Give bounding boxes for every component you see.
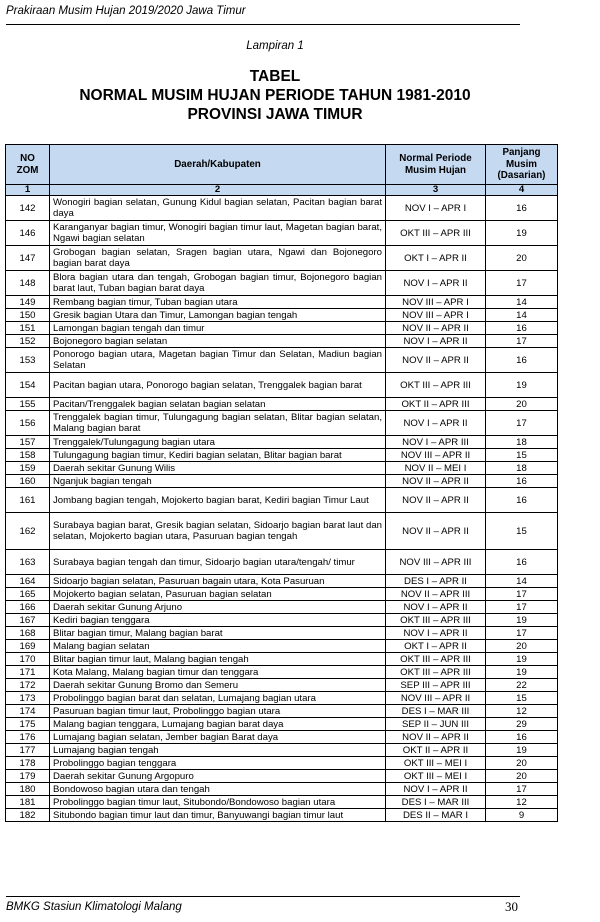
length-cell: 9 <box>486 809 558 822</box>
index-cell: 3 <box>386 185 486 196</box>
zone-number: 166 <box>6 601 50 614</box>
length-cell: 15 <box>486 449 558 462</box>
region-cell: Trenggalek/Tulungagung bagian utara <box>50 436 386 449</box>
period-cell: NOV III – APR III <box>386 550 486 575</box>
length-cell: 20 <box>486 770 558 783</box>
index-cell: 2 <box>50 185 386 196</box>
zone-number: 147 <box>6 246 50 271</box>
period-cell: NOV II – APR II <box>386 513 486 550</box>
length-cell: 16 <box>486 488 558 513</box>
zone-number: 177 <box>6 744 50 757</box>
length-cell: 20 <box>486 757 558 770</box>
zone-number: 154 <box>6 373 50 398</box>
zone-number: 173 <box>6 692 50 705</box>
zone-number: 158 <box>6 449 50 462</box>
table-row <box>6 705 558 718</box>
period-cell: NOV I – APR II <box>386 271 486 296</box>
index-row <box>6 185 558 196</box>
zone-number: 157 <box>6 436 50 449</box>
length-cell: 16 <box>486 196 558 221</box>
length-cell: 17 <box>486 588 558 601</box>
period-cell: NOV II – APR II <box>386 322 486 335</box>
table-row <box>6 692 558 705</box>
zone-number: 160 <box>6 475 50 488</box>
period-cell: NOV III – APR II <box>386 692 486 705</box>
region-cell: Kota Malang, Malang bagian timur dan tenggara <box>50 666 386 679</box>
period-cell: SEP II – JUN III <box>386 718 486 731</box>
zone-number: 153 <box>6 348 50 373</box>
table-row <box>6 757 558 770</box>
zone-number: 164 <box>6 575 50 588</box>
table-row <box>6 640 558 653</box>
region-cell: Malang bagian tenggara, Lumajang bagian barat daya <box>50 718 386 731</box>
region-cell: Grobogan bagian selatan, Sragen bagian utara, Ngawi dan Bojonegoro bagian barat daya <box>50 246 386 271</box>
region-cell: Gresik bagian Utara dan Timur, Lamongan bagian tengah <box>50 309 386 322</box>
title-line-1: TABEL <box>249 68 301 85</box>
length-cell: 14 <box>486 575 558 588</box>
table-row <box>6 601 558 614</box>
period-cell: NOV I – APR II <box>386 601 486 614</box>
zone-number: 163 <box>6 550 50 575</box>
length-cell: 17 <box>486 627 558 640</box>
zone-number: 171 <box>6 666 50 679</box>
length-cell: 15 <box>486 513 558 550</box>
table-row <box>6 449 558 462</box>
length-cell: 18 <box>486 462 558 475</box>
zone-number: 152 <box>6 335 50 348</box>
length-cell: 16 <box>486 731 558 744</box>
header-normal-periode: Normal Periode Musim Hujan <box>386 145 486 185</box>
running-header: Prakiraan Musim Hujan 2019/2020 Jawa Timur <box>6 5 246 17</box>
header-rule <box>6 24 520 25</box>
header-row <box>6 145 558 185</box>
region-cell: Blora bagian utara dan tengah, Grobogan bagian timur, Bojonegoro bagian barat laut, Tuban bagian barat daya <box>50 271 386 296</box>
period-cell: OKT III – APR III <box>386 221 486 246</box>
period-cell: NOV I – APR III <box>386 436 486 449</box>
table-row <box>6 627 558 640</box>
appendix-label: Lampiran 1 <box>246 40 304 52</box>
table-row <box>6 783 558 796</box>
zone-number: 182 <box>6 809 50 822</box>
table-row <box>6 373 558 398</box>
period-cell: DES II – MAR I <box>386 809 486 822</box>
table-row <box>6 309 558 322</box>
table-row <box>6 348 558 373</box>
region-cell: Situbondo bagian timur laut dan timur, Banyuwangi bagian timur laut <box>50 809 386 822</box>
period-cell: NOV II – APR II <box>386 731 486 744</box>
period-cell: NOV II – APR II <box>386 475 486 488</box>
period-cell: NOV II – MEI I <box>386 462 486 475</box>
period-cell: NOV I – APR II <box>386 627 486 640</box>
period-cell: OKT I – APR II <box>386 640 486 653</box>
period-cell: DES I – MAR III <box>386 796 486 809</box>
length-cell: 14 <box>486 296 558 309</box>
region-cell: Mojokerto bagian selatan, Pasuruan bagian selatan <box>50 588 386 601</box>
length-cell: 20 <box>486 398 558 411</box>
region-cell: Blitar bagian timur laut, Malang bagian tengah <box>50 653 386 666</box>
period-cell: DES I – MAR III <box>386 705 486 718</box>
title-line-3: PROVINSI JAWA TIMUR <box>187 106 363 123</box>
zone-number: 178 <box>6 757 50 770</box>
length-cell: 12 <box>486 796 558 809</box>
period-cell: NOV III – APR I <box>386 309 486 322</box>
region-cell: Pacitan/Trenggalek bagian selatan bagian selatan <box>50 398 386 411</box>
period-cell: NOV I – APR II <box>386 335 486 348</box>
zone-number: 159 <box>6 462 50 475</box>
index-cell: 4 <box>486 185 558 196</box>
zone-number: 155 <box>6 398 50 411</box>
region-cell: Karanganyar bagian timur, Wonogiri bagian timur laut, Magetan bagian barat, Ngawi bagian selatan <box>50 221 386 246</box>
region-cell: Lumajang bagian selatan, Jember bagian Barat daya <box>50 731 386 744</box>
region-cell: Probolinggo bagian timur laut, Situbondo/Bondowoso bagian utara <box>50 796 386 809</box>
zone-number: 176 <box>6 731 50 744</box>
zone-number: 169 <box>6 640 50 653</box>
length-cell: 12 <box>486 705 558 718</box>
period-cell: NOV II – APR II <box>386 348 486 373</box>
region-cell: Bojonegoro bagian selatan <box>50 335 386 348</box>
table-row <box>6 475 558 488</box>
zone-number: 151 <box>6 322 50 335</box>
length-cell: 19 <box>486 614 558 627</box>
period-cell: OKT III – APR III <box>386 666 486 679</box>
region-cell: Rembang bagian timur, Tuban bagian utara <box>50 296 386 309</box>
header-daerah: Daerah/Kabupaten <box>50 145 386 185</box>
table-row <box>6 731 558 744</box>
zone-number: 142 <box>6 196 50 221</box>
length-cell: 16 <box>486 550 558 575</box>
zone-number: 161 <box>6 488 50 513</box>
table-row <box>6 335 558 348</box>
region-cell: Daerah sekitar Gunung Bromo dan Semeru <box>50 679 386 692</box>
region-cell: Jombang bagian tengah, Mojokerto bagian barat, Kediri bagian Timur Laut <box>50 488 386 513</box>
zone-number: 168 <box>6 627 50 640</box>
table-row <box>6 653 558 666</box>
footer-label: BMKG Stasiun Klimatologi Malang <box>6 901 182 913</box>
region-cell: Probolinggo bagian tenggara <box>50 757 386 770</box>
region-cell: Kediri bagian tenggara <box>50 614 386 627</box>
table-row <box>6 462 558 475</box>
region-cell: Malang bagian selatan <box>50 640 386 653</box>
region-cell: Surabaya bagian tengah dan timur, Sidoarjo bagian utara/tengah/ timur <box>50 550 386 575</box>
zone-number: 149 <box>6 296 50 309</box>
zone-number: 150 <box>6 309 50 322</box>
zone-number: 180 <box>6 783 50 796</box>
period-cell: OKT I – APR II <box>386 246 486 271</box>
length-cell: 16 <box>486 475 558 488</box>
period-cell: NOV II – APR III <box>386 588 486 601</box>
period-cell: NOV I – APR I <box>386 196 486 221</box>
region-cell: Lumajang bagian tengah <box>50 744 386 757</box>
table-row <box>6 488 558 513</box>
table-row <box>6 322 558 335</box>
zone-number: 146 <box>6 221 50 246</box>
region-cell: Lamongan bagian tengah dan timur <box>50 322 386 335</box>
table-row <box>6 436 558 449</box>
period-cell: NOV II – APR II <box>386 488 486 513</box>
table-row <box>6 614 558 627</box>
header-no-zom: NO ZOM <box>6 145 50 185</box>
region-cell: Wonogiri bagian selatan, Gunung Kidul bagian selatan, Pacitan bagian barat daya <box>50 196 386 221</box>
zone-number: 179 <box>6 770 50 783</box>
period-cell: OKT III – APR III <box>386 653 486 666</box>
table-row <box>6 296 558 309</box>
header-panjang-musim: Panjang Musim (Dasarian) <box>486 145 558 185</box>
length-cell: 17 <box>486 271 558 296</box>
region-cell: Pasuruan bagian timur laut, Probolinggo bagian utara <box>50 705 386 718</box>
period-cell: OKT II – APR II <box>386 744 486 757</box>
zone-number: 172 <box>6 679 50 692</box>
zone-number: 156 <box>6 411 50 436</box>
table-row <box>6 575 558 588</box>
zone-number: 165 <box>6 588 50 601</box>
table-row <box>6 196 558 221</box>
length-cell: 20 <box>486 640 558 653</box>
footer-rule <box>6 896 520 897</box>
zone-number: 175 <box>6 718 50 731</box>
length-cell: 14 <box>486 309 558 322</box>
length-cell: 17 <box>486 601 558 614</box>
zone-number: 162 <box>6 513 50 550</box>
length-cell: 22 <box>486 679 558 692</box>
length-cell: 17 <box>486 411 558 436</box>
period-cell: NOV III – APR II <box>386 449 486 462</box>
period-cell: NOV I – APR II <box>386 411 486 436</box>
index-cell: 1 <box>6 185 50 196</box>
region-cell: Trenggalek bagian timur, Tulungagung bagian selatan, Blitar bagian selatan, Malang bagian barat <box>50 411 386 436</box>
period-cell: OKT III – MEI I <box>386 770 486 783</box>
zone-number: 148 <box>6 271 50 296</box>
length-cell: 18 <box>486 436 558 449</box>
region-cell: Surabaya bagian barat, Gresik bagian selatan, Sidoarjo bagian barat laut dan selatan, Mojokerto bagian utara, Pasuruan bagian tengah <box>50 513 386 550</box>
length-cell: 15 <box>486 692 558 705</box>
region-cell: Tulungagung bagian timur, Kediri bagian selatan, Blitar bagian barat <box>50 449 386 462</box>
length-cell: 19 <box>486 744 558 757</box>
region-cell: Ponorogo bagian utara, Magetan bagian Timur dan Selatan, Madiun bagian Selatan <box>50 348 386 373</box>
table-row <box>6 744 558 757</box>
length-cell: 19 <box>486 653 558 666</box>
table-row <box>6 246 558 271</box>
period-cell: OKT III – APR III <box>386 614 486 627</box>
table-row <box>6 679 558 692</box>
region-cell: Daerah sekitar Gunung Argopuro <box>50 770 386 783</box>
table-row <box>6 809 558 822</box>
period-cell: OKT III – MEI I <box>386 757 486 770</box>
table-row <box>6 513 558 550</box>
table-row <box>6 796 558 809</box>
period-cell: DES I – APR II <box>386 575 486 588</box>
length-cell: 17 <box>486 335 558 348</box>
table-row <box>6 411 558 436</box>
table-row <box>6 770 558 783</box>
table-row <box>6 666 558 679</box>
title-line-2: NORMAL MUSIM HUJAN PERIODE TAHUN 1981-2010 <box>79 87 471 104</box>
table-row <box>6 550 558 575</box>
region-cell: Nganjuk bagian tengah <box>50 475 386 488</box>
length-cell: 19 <box>486 221 558 246</box>
table-row <box>6 588 558 601</box>
length-cell: 19 <box>486 373 558 398</box>
zone-number: 181 <box>6 796 50 809</box>
region-cell: Daerah sekitar Gunung Arjuno <box>50 601 386 614</box>
region-cell: Sidoarjo bagian selatan, Pasuruan bagain utara, Kota Pasuruan <box>50 575 386 588</box>
table-row <box>6 271 558 296</box>
length-cell: 16 <box>486 322 558 335</box>
table-row <box>6 718 558 731</box>
zone-number: 174 <box>6 705 50 718</box>
length-cell: 16 <box>486 348 558 373</box>
length-cell: 20 <box>486 246 558 271</box>
zone-number: 170 <box>6 653 50 666</box>
region-cell: Daerah sekitar Gunung Wilis <box>50 462 386 475</box>
length-cell: 29 <box>486 718 558 731</box>
period-cell: OKT II – APR III <box>386 398 486 411</box>
region-cell: Pacitan bagian utara, Ponorogo bagian selatan, Trenggalek bagian barat <box>50 373 386 398</box>
length-cell: 19 <box>486 666 558 679</box>
region-cell: Bondowoso bagian utara dan tengah <box>50 783 386 796</box>
period-cell: NOV III – APR I <box>386 296 486 309</box>
table-row <box>6 398 558 411</box>
length-cell: 17 <box>486 783 558 796</box>
region-cell: Probolinggo bagian barat dan selatan, Lumajang bagian utara <box>50 692 386 705</box>
period-cell: OKT III – APR III <box>386 373 486 398</box>
period-cell: NOV I – APR II <box>386 783 486 796</box>
zone-number: 167 <box>6 614 50 627</box>
region-cell: Blitar bagian timur, Malang bagian barat <box>50 627 386 640</box>
table-row <box>6 221 558 246</box>
period-cell: SEP III – APR III <box>386 679 486 692</box>
page-number: 30 <box>505 899 518 914</box>
rainy-season-table <box>5 144 558 822</box>
